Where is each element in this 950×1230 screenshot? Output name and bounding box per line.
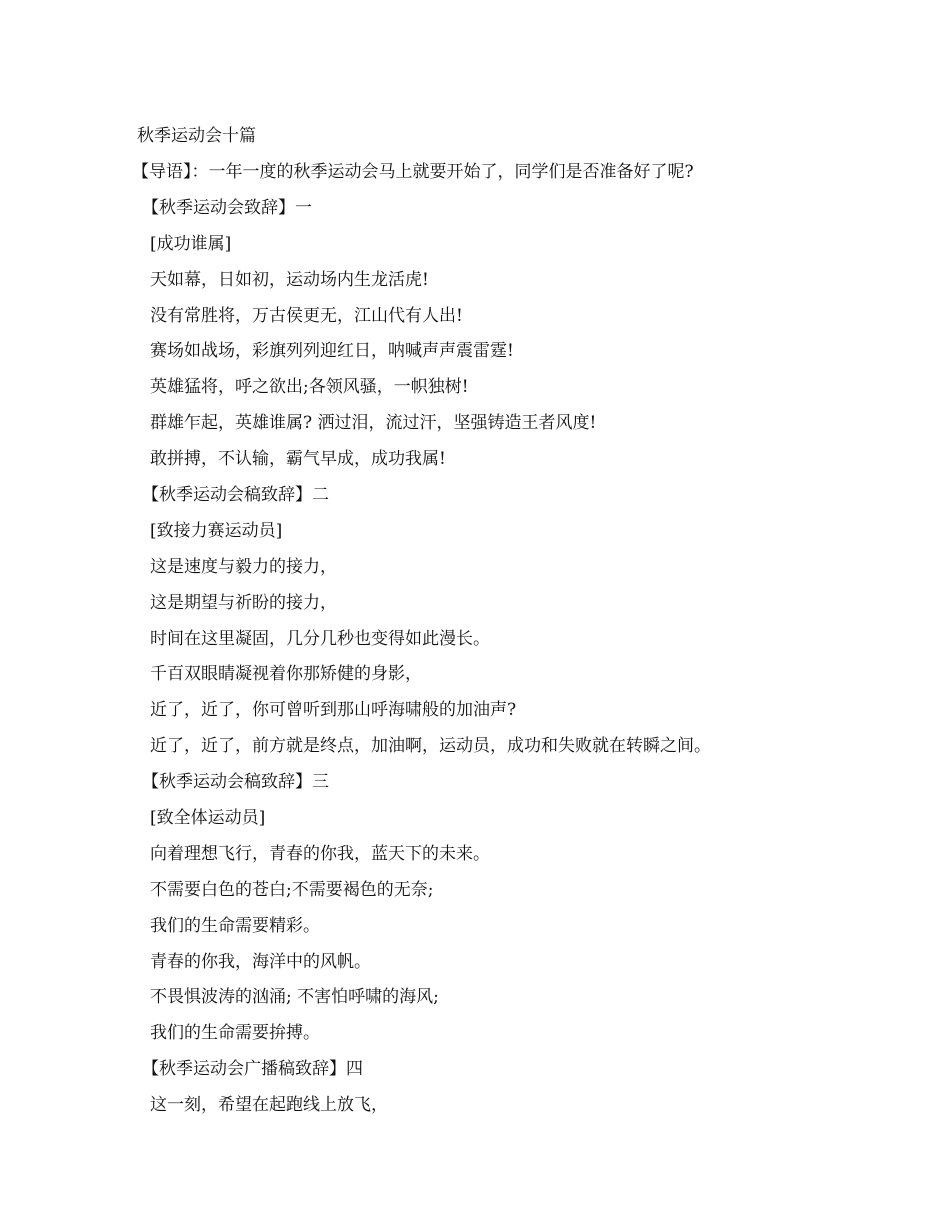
section-heading: 【秋季运动会稿致辞】二	[142, 485, 329, 506]
section-heading: 【秋季运动会广播稿致辞】四	[142, 1059, 363, 1080]
text-line: 近了，近了，前方就是终点，加油啊，运动员，成功和失败就在转瞬之间。	[150, 736, 711, 757]
text-line: 不需要白色的苍白;不需要褐色的无奈;	[150, 879, 434, 900]
text-line: 敢拼搏，不认输，霸气早成，成功我属!	[150, 449, 446, 470]
text-line: 我们的生命需要精彩。	[150, 915, 320, 936]
text-line: [致接力赛运动员]	[150, 520, 283, 541]
text-line: 不畏惧波涛的汹涌; 不害怕呼啸的海风;	[150, 987, 439, 1008]
text-line: 群雄乍起，英雄谁属? 洒过泪，流过汗，坚强铸造王者风度!	[150, 413, 597, 434]
text-line: 英雄猛将，呼之欲出;各领风骚，一帜独树!	[150, 377, 469, 398]
text-line: 近了，近了，你可曾听到那山呼海啸般的加油声?	[150, 700, 517, 721]
intro-paragraph: 【导语】：一年一度的秋季运动会马上就要开始了，同学们是否准备好了呢?	[132, 162, 694, 182]
text-line: 这是期望与祈盼的接力，	[150, 592, 337, 613]
text-line: 这是速度与毅力的接力，	[150, 556, 337, 577]
text-line: 千百双眼睛凝视着你那矫健的身影，	[150, 664, 422, 685]
text-line: 向着理想飞行，青春的你我，蓝天下的未来。	[150, 843, 490, 864]
document-body	[0, 160, 950, 1129]
text-line: [成功谁属]	[150, 233, 232, 254]
text-line: 天如幕，日如初，运动场内生龙活虎!	[150, 269, 429, 290]
section-heading: 【秋季运动会致辞】一	[142, 197, 312, 218]
text-line: 这一刻，希望在起跑线上放飞，	[150, 1095, 388, 1116]
text-line: 时间在这里凝固，几分几秒也变得如此漫长。	[150, 628, 490, 649]
text-line: 赛场如战场，彩旗列列迎红日，呐喊声声震雷霆!	[150, 341, 514, 362]
text-line: [致全体运动员]	[150, 808, 266, 829]
text-line: 没有常胜将，万古侯更无，江山代有人出!	[150, 305, 463, 326]
text-line: 青春的你我，海洋中的风帆。	[150, 951, 371, 972]
document-title: 秋季运动会十篇	[137, 126, 256, 146]
section-heading: 【秋季运动会稿致辞】三	[142, 772, 329, 793]
text-line: 我们的生命需要拚搏。	[150, 1023, 320, 1044]
